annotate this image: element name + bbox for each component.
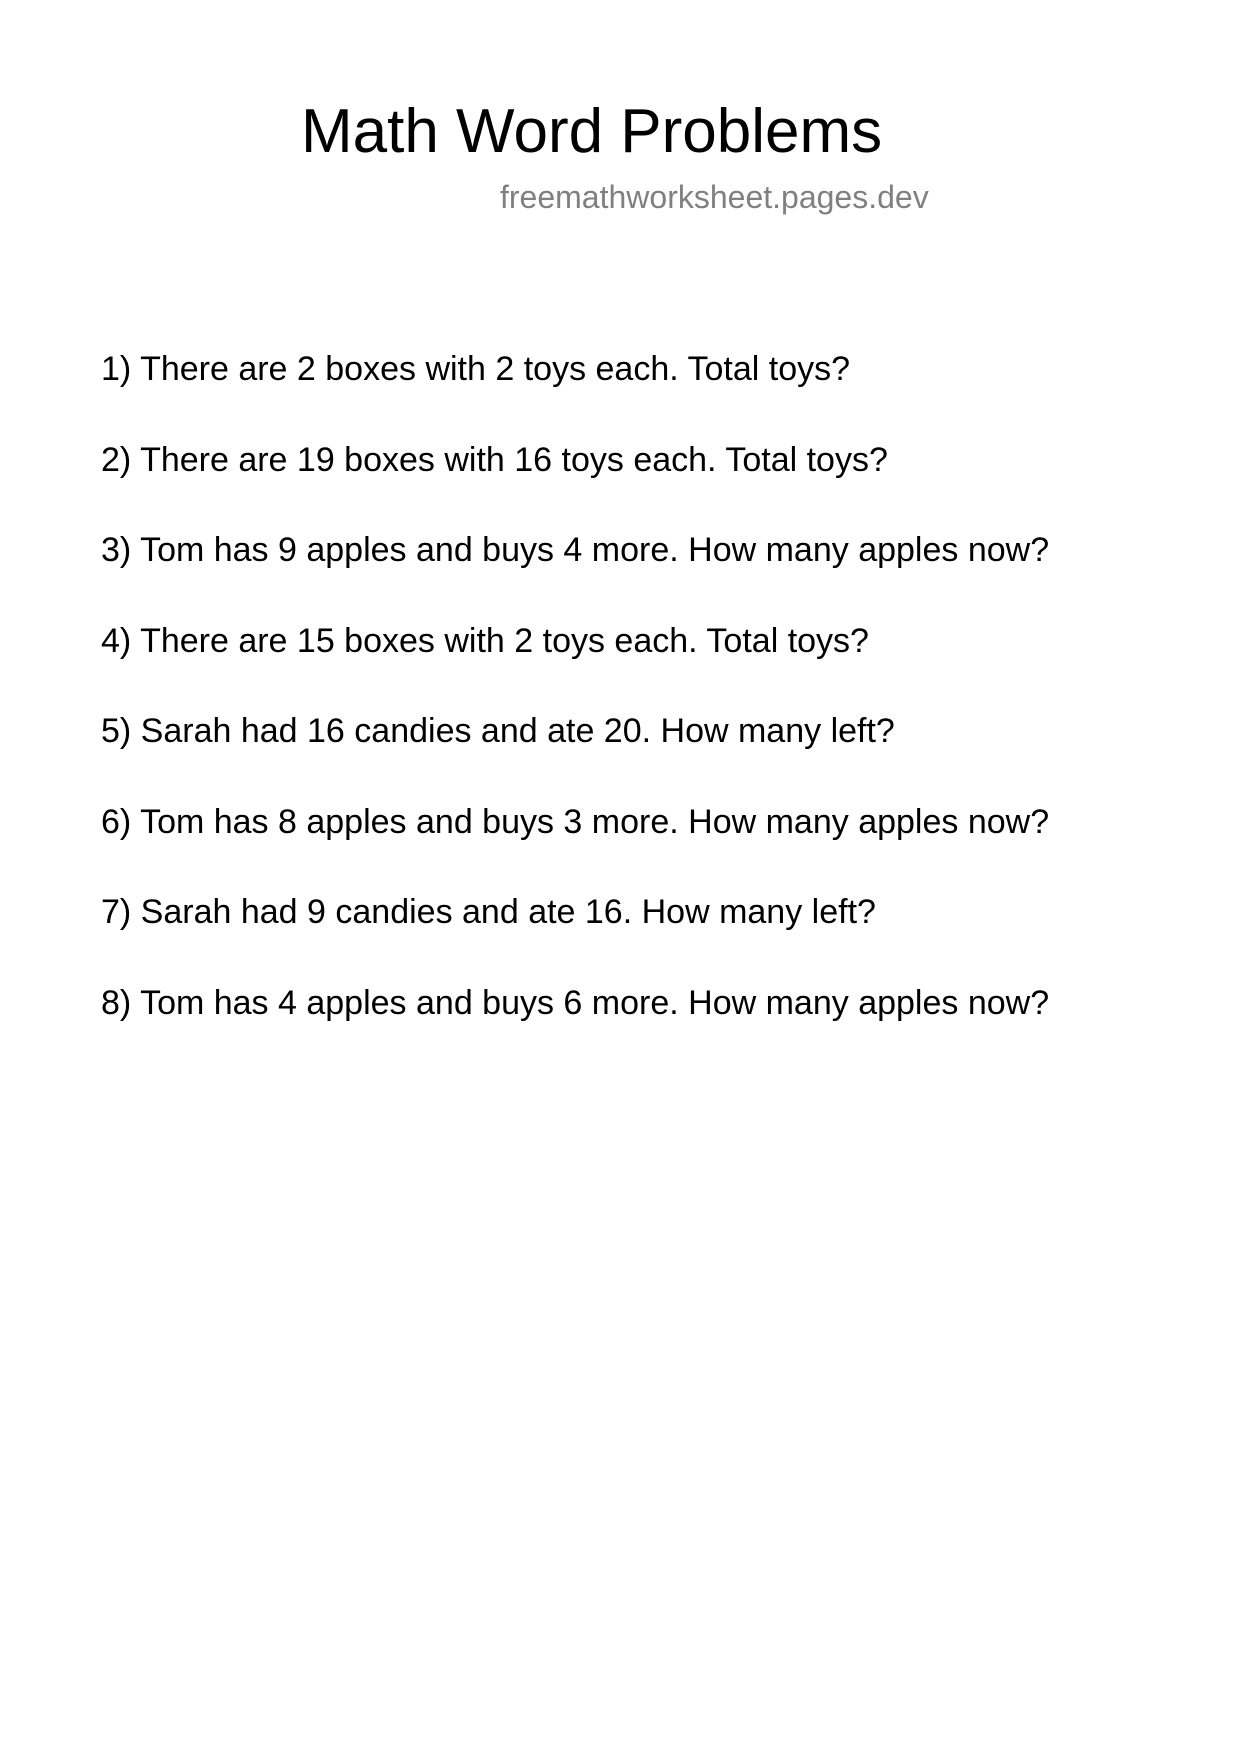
problem-item: 2) There are 19 boxes with 16 toys each. Total toys? <box>101 440 888 479</box>
problem-item: 3) Tom has 9 apples and buys 4 more. How many apples now? <box>101 531 1050 569</box>
problem-item: 6) Tom has 8 apples and buys 3 more. How many apples now? <box>101 802 1050 841</box>
problem-item: 5) Sarah had 16 candies and ate 20. How many left? <box>101 712 895 750</box>
problem-item: 4) There are 15 boxes with 2 toys each. Total toys? <box>101 621 869 660</box>
worksheet-title: Math Word Problems <box>301 97 883 166</box>
problem-item: 7) Sarah had 9 candies and ate 16. How many left? <box>101 893 876 931</box>
problem-list <box>101 349 1049 1073</box>
problem-item: 8) Tom has 4 apples and buys 6 more. How many apples now? <box>101 983 1050 1022</box>
source-url: freemathworksheet.pages.dev <box>500 179 929 215</box>
problem-item: 1) There are 2 boxes with 2 toys each. Total toys? <box>101 350 851 388</box>
